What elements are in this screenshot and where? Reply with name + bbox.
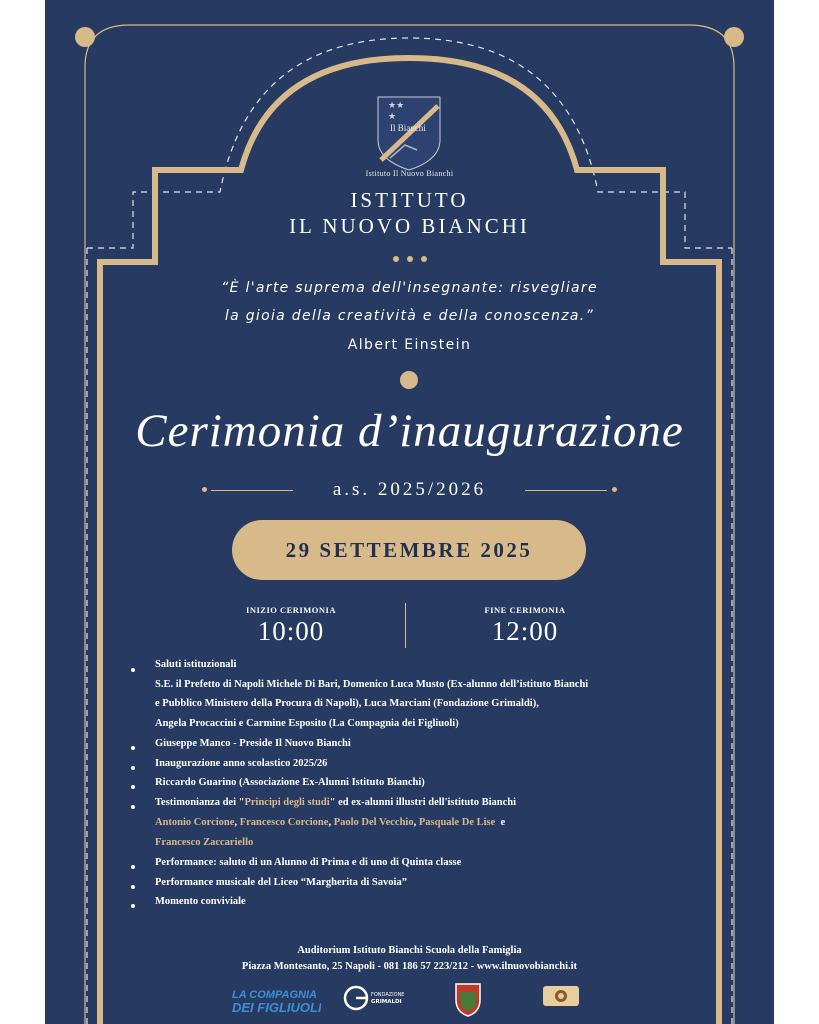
conjunction: e [500, 817, 506, 828]
program-item: Riccardo Guarino (Associazione Ex-Alunni Istituto Bianchi) [155, 777, 425, 788]
institute-name-line1: ISTITUTO [350, 188, 469, 212]
corner-dot-left [75, 27, 95, 47]
start-time: 10:00 [257, 616, 325, 646]
svg-text:★★: ★★ [388, 101, 405, 111]
alumni-names [155, 817, 505, 828]
bullet [131, 865, 135, 869]
institute-name-line2: IL NUOVO BIANCHI [289, 214, 530, 238]
quote-author: Albert Einstein [347, 337, 472, 353]
quote-line2: la gioia della creatività e della conoscenza.” [224, 308, 595, 324]
bullet [131, 904, 135, 908]
program-item-detail: e Pubblico Ministero della Procura di Napoli), Luca Marciani (Fondazione Grimaldi), [155, 698, 539, 709]
grimaldi-logo-icon [342, 978, 406, 1018]
ornament-dot [400, 371, 418, 389]
separator: , [234, 817, 240, 828]
start-time-label: INIZIO CERIMONIA [246, 605, 336, 615]
program-item: Momento conviviale [155, 896, 246, 907]
poster [45, 0, 774, 1024]
bullet [131, 668, 135, 672]
school-year: a.s. 2025/2026 [332, 479, 487, 500]
program-item: Giuseppe Manco - Preside Il Nuovo Bianchi [155, 738, 351, 749]
alumni-name: Francesco Corcione [239, 817, 329, 828]
ornament-dot-right [612, 487, 617, 492]
alumni-name: Paolo Del Vecchio [333, 817, 414, 828]
logo-caption: Istituto Il Nuovo Bianchi [365, 169, 454, 178]
dashed-sides [87, 248, 732, 1024]
ornament-line-right [525, 490, 607, 491]
program-item-detail: Angela Procaccini e Carmine Esposito (La Compagnia dei Figliuoli) [155, 718, 459, 729]
bullet [131, 785, 135, 789]
ornament-dots [45, 256, 774, 262]
badge-logo [540, 978, 582, 1018]
end-time: 12:00 [491, 616, 559, 646]
program-item: Performance musicale del Liceo “Margherita di Savoia” [155, 877, 407, 888]
svg-text:GRIMALDI: GRIMALDI [371, 999, 402, 1005]
shield-crest-icon [448, 978, 488, 1018]
fondazione-grimaldi-logo [342, 978, 406, 1018]
alumni-name: Francesco Zaccariello [155, 837, 254, 848]
compagnia-logo-icon [229, 978, 321, 1018]
quote-line1: “È l'arte suprema dell'insegnante: risvegliare [221, 280, 598, 296]
testimony-highlight: Principi degli studi [244, 797, 330, 808]
svg-text:★: ★ [388, 112, 397, 122]
decorative-frame [45, 0, 774, 1024]
corner-dot-right [724, 27, 744, 47]
program-item: Saluti istituzionali [155, 659, 237, 670]
separator: , [328, 817, 334, 828]
venue-name: Auditorium Istituto Bianchi Scuola della Famiglia [297, 945, 522, 956]
alumni-name: Antonio Corcione [155, 817, 235, 828]
testimony-prefix: Testimonianza dei " [155, 797, 245, 808]
program-item-testimony [155, 797, 516, 808]
end-time-label: FINE CERIMONIA [484, 605, 566, 615]
badge-logo-icon [540, 978, 582, 1018]
event-date-badge: 29 SETTEMBRE 2025 [232, 520, 586, 580]
bullet [131, 766, 135, 770]
svg-text:DEI FIGLIUOLI: DEI FIGLIUOLI [232, 1000, 321, 1015]
separator: , [413, 817, 419, 828]
bullet [131, 746, 135, 750]
crest-text: Il Bianchi [390, 123, 426, 133]
alumni-name: Pasquale De Lise [418, 817, 496, 828]
bullet [131, 885, 135, 889]
school-crest-icon [378, 97, 440, 170]
program-item-detail: S.E. il Prefetto di Napoli Michele Di Bari, Domenico Luca Musto (Ex-alunno dell’istituto Bianchi [155, 679, 589, 690]
program-item: Inaugurazione anno scolastico 2025/26 [155, 758, 328, 769]
time-divider [405, 603, 406, 648]
compagnia-figliuoli-logo [229, 978, 321, 1018]
svg-text:LA COMPAGNIA: LA COMPAGNIA [232, 989, 317, 1001]
bullet [131, 805, 135, 809]
program-item: Performance: saluto di un Alunno di Prima e di uno di Quinta classe [155, 857, 462, 868]
svg-text:FONDAZIONE: FONDAZIONE [371, 992, 405, 998]
crest-logo [448, 978, 488, 1018]
ceremony-title: Cerimonia d’inaugurazione [135, 405, 684, 457]
testimony-suffix: " ed ex-alunni illustri dell'istituto Bianchi [329, 797, 517, 808]
venue-address: Piazza Montesanto, 25 Napoli - 081 186 57 223/212 - www.ilnuovobianchi.it [241, 961, 578, 972]
